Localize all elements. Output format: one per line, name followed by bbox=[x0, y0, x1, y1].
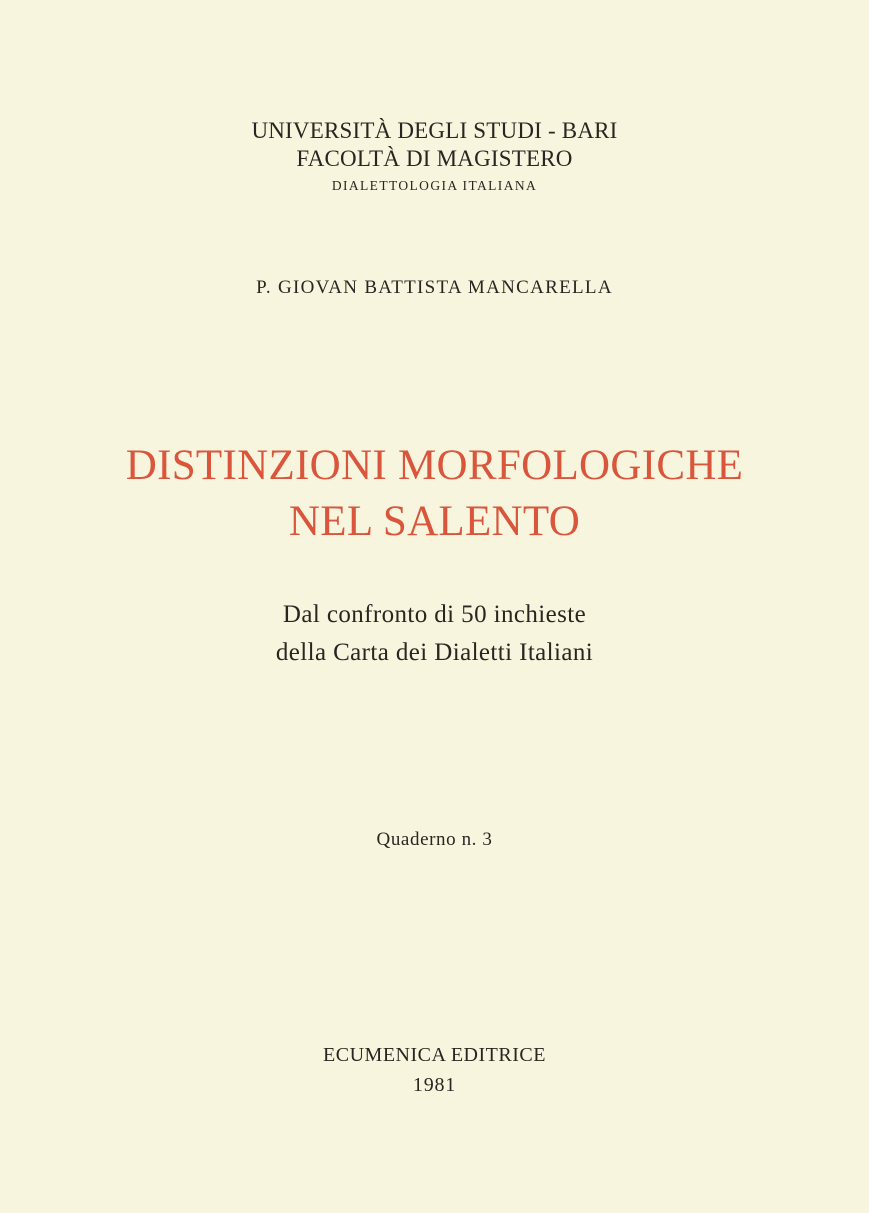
book-title bbox=[0, 438, 869, 550]
series-number: Quaderno n. 3 bbox=[376, 829, 493, 850]
publication-year: 1981 bbox=[412, 1074, 457, 1096]
title-line-1: DISTINZIONI MORFOLOGICHE bbox=[125, 442, 744, 489]
title-line-2: NEL SALENTO bbox=[288, 498, 581, 545]
subtitle-line-2: della Carta dei Dialetti Italiani bbox=[275, 639, 594, 666]
university-name: UNIVERSITÀ DEGLI STUDI - BARI bbox=[251, 118, 618, 143]
faculty-name: FACOLTÀ DI MAGISTERO bbox=[296, 146, 573, 171]
book-subtitle bbox=[0, 596, 869, 672]
department-name: DIALETTOLOGIA ITALIANA bbox=[331, 178, 538, 193]
author-name: P. GIOVAN BATTISTA MANCARELLA bbox=[256, 277, 613, 298]
subtitle-line-1: Dal confronto di 50 inchieste bbox=[282, 601, 587, 628]
publisher-name: ECUMENICA EDITRICE bbox=[323, 1044, 546, 1066]
